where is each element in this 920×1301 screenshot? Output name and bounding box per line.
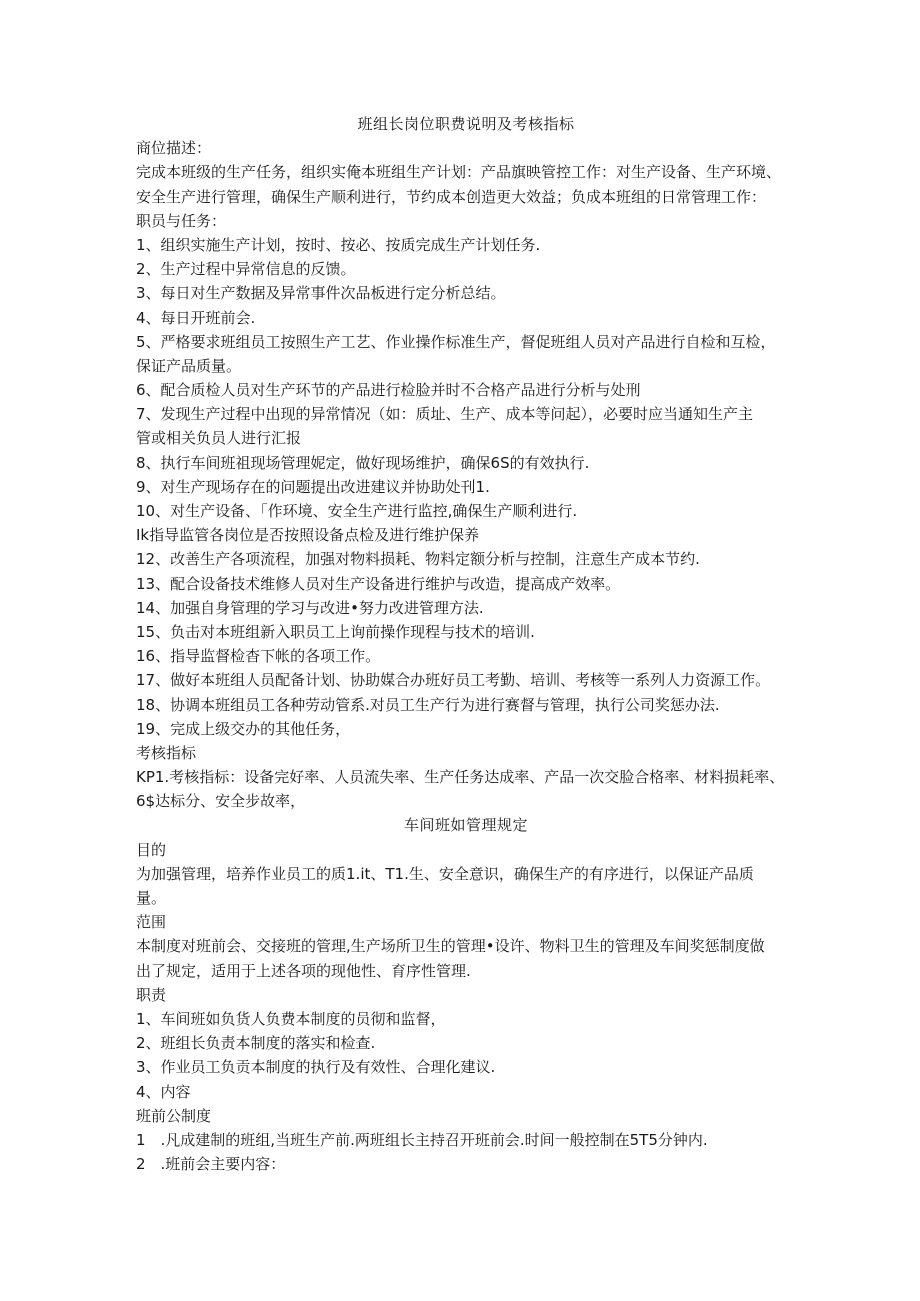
text-line: 3、每日对生产数据及异常事件次品板进行定分析总结。 xyxy=(136,284,506,303)
text-line: 范围 xyxy=(136,913,167,932)
document-title: 班组长岗位职费说明及考核指标 xyxy=(357,115,575,133)
text-line: 16、指导监督检杳下帐的各项工作。 xyxy=(136,647,381,666)
text-line: KP1.考核指标：设备完好率、人员流失率、生产任务达成率、产品一次交脸合格率、材料损耗率、 xyxy=(136,768,785,787)
document-page xyxy=(136,112,796,1176)
text-line: 2、生产过程中异常信息的反馈。 xyxy=(136,260,356,279)
text-line: 量。 xyxy=(136,889,167,907)
text-line: 4、每日开班前会. xyxy=(136,308,256,327)
text-line: 1 .凡成建制的班组,当班生产前.两班组长主持召开班前会.时间一般控制在5T5分钟内. xyxy=(136,1130,708,1149)
text-line: Ik指导监管各岗位是否按照设备点检及进行维护保养 xyxy=(136,526,480,545)
text-line: 完成本班级的生产任务，组织实俺本班组生产计划：产品旗映管控工作：对生产设备、生产环境、 xyxy=(136,163,782,182)
text-line: 9、对生产现场存在的问题提出改进建议并协助处刊1. xyxy=(136,477,490,496)
text-line: 职员与任务： xyxy=(136,211,227,230)
text-line: 19、完成上级交办的其他任务， xyxy=(136,719,351,738)
text-line: 18、协调本班组员工各种劳动管系.对员工生产行为进行赛督与管理，执行公司奖惩办法. xyxy=(136,695,720,714)
text-line: 12、改善生产各项流程，加强对物料损耗、物料定额分析与控制，注意生产成本节约. xyxy=(136,550,700,569)
text-line: 商位描述： xyxy=(136,139,212,158)
text-line: 2、班组长负责本制度的落实和检查. xyxy=(136,1034,376,1053)
text-line: 1、车间班如负货人负费本制度的员彻和监督， xyxy=(136,1009,446,1028)
text-line: 4、内容 xyxy=(136,1082,191,1101)
text-line: 13、配合设备技术维修人员对生产设备进行维护与改造，提高成产效率。 xyxy=(136,574,621,593)
text-line: 6、配合质检人员对生产环节的产品进行检脸并时不合格产品进行分析与处刑 xyxy=(136,381,641,400)
text-line: 管或相关负员人进行汇报 xyxy=(136,429,302,448)
section-workshop-rules xyxy=(136,838,796,1177)
text-line: 2 .班前会主要内容： xyxy=(136,1155,286,1174)
text-line: 保证产品质量。 xyxy=(136,356,242,375)
text-line: 班前公制度 xyxy=(136,1106,212,1125)
text-line: 8、执行车间班祖现场管理妮定，做好现场维护，确保6S的有效执行. xyxy=(136,453,590,472)
text-line: 5、严格要求班组员工按照生产工艺、作业操作标准生产，督促班组人员对产品进行自检和互检， xyxy=(136,332,776,351)
text-line: 1、组织实施生产计划，按时、按必、按质完成生产计划任务. xyxy=(136,235,541,254)
text-line: 出了规定，适用于上述各项的现他性、育序性管理. xyxy=(136,961,471,980)
text-line: 10、对生产设备、「作环境、安全生产进行监控,确保生产顺利进行. xyxy=(136,502,578,520)
text-line: 本制度对班前会、交接班的管理,生产场所卫生的管理•设许、物料卫生的管理及车间奖惩制度做 xyxy=(136,937,765,956)
text-line: 安全生产进行管理，确保生产顺利进行，节约成本创造更大效益；负成本班组的日常管理工作： xyxy=(136,187,767,206)
text-line: 6$达标分、安全步故率， xyxy=(136,792,306,811)
text-line: 职责 xyxy=(136,985,167,1004)
text-line: 目的 xyxy=(136,840,167,859)
text-line: 3、作业员工负贡本制度的执行及有效性、合理化建议. xyxy=(136,1058,496,1077)
text-line: 14、加强自身管理的学习与改进•努力改进管理方法. xyxy=(136,598,484,617)
section-job-description xyxy=(136,136,796,813)
text-line: 17、做好本班组人员配备计划、协助媒合办班好员工考勤、培训、考核等一系列人力资源工作。 xyxy=(136,671,771,690)
text-line: 15、负击对本班组新入职员工上询前操作现程与技术的培训. xyxy=(136,622,535,641)
text-line: 7、发现生产过程中出现的异常情况（如：质址、生产、成本等问起），必要时应当通知生产主 xyxy=(136,405,754,424)
section-title-workshop-rules: 车间班如管理规定 xyxy=(403,816,528,835)
text-line: 考核指标 xyxy=(136,743,197,762)
text-line: 为加强管理，培养作业员工的质1.it、T1.生、安全意识，确保生产的有序进行，以保证产品质 xyxy=(136,864,754,883)
